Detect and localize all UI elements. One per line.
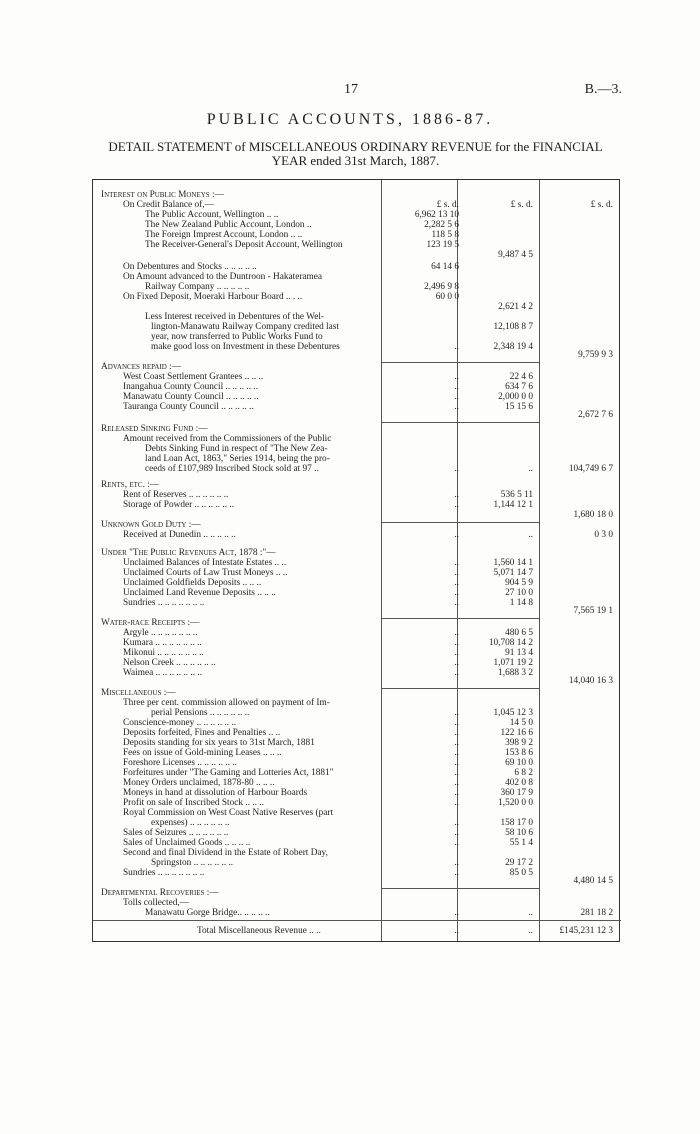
- amount-c1: 64 14 6: [431, 262, 459, 272]
- row-description: On Fixed Deposit, Moeraki Harbour Board .. . ..: [123, 292, 303, 302]
- amount-c1: ..: [454, 738, 459, 748]
- row-description: Mikonui .. .. .. .. .. .. ..: [123, 648, 204, 658]
- amount-c1: ..: [454, 818, 459, 828]
- amount-c2: 402 0 8: [505, 778, 533, 788]
- total-rule: [93, 920, 621, 921]
- amount-c2: 158 17 0: [500, 818, 533, 828]
- amount-c1: 123 19 5: [426, 240, 459, 250]
- row-description: Conscience-money .. .. .. .. .. ..: [123, 718, 237, 728]
- row-description: Fees on issue of Gold-mining Leases .. .. ..: [123, 748, 282, 758]
- amount-c2: 1,071 19 2: [493, 658, 533, 668]
- page-number: 17: [344, 82, 358, 97]
- amount-c2: 29 17 2: [505, 858, 533, 868]
- amount-c2: 2,621 4 2: [498, 302, 533, 312]
- row-description: Storage of Powder .. .. .. .. .. ..: [123, 500, 235, 510]
- amount-c1: ..: [454, 668, 459, 678]
- amount-c2: 5,071 14 7: [493, 568, 533, 578]
- amount-c2: 14 5 0: [509, 718, 533, 728]
- amount-c1: ..: [454, 768, 459, 778]
- amount-c1: ..: [454, 926, 459, 936]
- amount-c2: 1,045 12 3: [493, 708, 533, 718]
- table-row: [93, 788, 621, 798]
- row-description: Sales of Seizures .. .. .. .. .. ..: [123, 828, 229, 838]
- row-description: Debts Sinking Fund in respect of "The New Zea-: [145, 444, 328, 454]
- row-description: Unclaimed Courts of Law Trust Moneys .. ..: [123, 568, 288, 578]
- amount-c2: 634 7 6: [505, 382, 533, 392]
- row-description: On Debentures and Stocks .. .. .. .. ..: [123, 262, 257, 272]
- amount-c1: ..: [454, 490, 459, 500]
- section-rule: [381, 618, 539, 619]
- row-description: Sundries .. .. .. .. .. .. ..: [123, 598, 205, 608]
- table-row: [93, 648, 621, 658]
- table-row: [93, 688, 621, 698]
- row-description: Less Interest received in Debentures of the Wel-: [145, 312, 325, 322]
- row-description: Kumara .. .. .. .. .. .. ..: [123, 638, 202, 648]
- row-description: Received at Dunedin .. .. .. .. ..: [123, 530, 236, 540]
- row-description: On Amount advanced to the Duntroon - Hakateramea: [123, 272, 323, 282]
- table-row: [93, 838, 621, 848]
- amount-c1: ..: [454, 788, 459, 798]
- table-row: [93, 444, 621, 454]
- amount-c1: ..: [454, 908, 459, 918]
- amount-c2: ..: [528, 530, 533, 540]
- row-description: expenses) .. .. .. .. .. ..: [151, 818, 230, 828]
- section-heading: Departmental Recoveries :—: [101, 888, 219, 898]
- table-row: [93, 382, 621, 392]
- row-description: Deposits forfeited, Fines and Penalties .. ..: [123, 728, 281, 738]
- row-description: The Foreign Imprest Account, London .. ..: [145, 230, 303, 240]
- amount-c1: 2,282 5 6: [424, 220, 459, 230]
- amount-c1: ..: [454, 828, 459, 838]
- row-description: Money Orders unclaimed, 1878-80 .. .. ..: [123, 778, 275, 788]
- table-row: [93, 888, 621, 898]
- subtitle-line-2: YEAR ended 31st March, 1887.: [271, 153, 440, 168]
- amount-c2: 1,688 3 2: [498, 668, 533, 678]
- row-description: Rent of Reserves .. .. .. .. .. ..: [123, 490, 229, 500]
- table-row: [93, 210, 621, 220]
- amount-c1: ..: [454, 598, 459, 608]
- amount-c1: ..: [454, 758, 459, 768]
- amount-c1: ..: [454, 728, 459, 738]
- amount-c2: 12,108 8 7: [493, 322, 533, 332]
- amount-c1: ..: [454, 342, 459, 352]
- row-description: Waimea .. .. .. .. .. .. ..: [123, 668, 203, 678]
- table-row: [93, 638, 621, 648]
- table-row: [93, 698, 621, 708]
- amount-c1: ..: [454, 708, 459, 718]
- amount-c2: ..: [528, 926, 533, 936]
- section-rule: [381, 888, 539, 889]
- row-description: ceeds of £107,989 Inscribed Stock sold at 97 ..: [145, 464, 319, 474]
- amount-c2: 1,560 14 1: [493, 558, 533, 568]
- amount-c1: ..: [454, 838, 459, 848]
- table-row: [93, 558, 621, 568]
- amount-c1: ..: [454, 798, 459, 808]
- amount-c1: ..: [454, 372, 459, 382]
- section-heading: Under "The Public Revenues Act, 1878 :"—: [101, 548, 276, 558]
- table-row: [93, 332, 621, 342]
- row-description: Manawatu County Council .. .. .. .. ..: [123, 392, 259, 402]
- row-description: Unclaimed Goldfields Deposits .. .. ..: [123, 578, 262, 588]
- amount-c2: 91 13 4: [505, 648, 533, 658]
- row-description: Forfeitures under "The Gaming and Lotteries Act, 1881": [123, 768, 334, 778]
- amount-c2: 480 6 5: [505, 628, 533, 638]
- amount-c3: 9,759 9 3: [578, 350, 613, 360]
- row-description: perial Pensions .. .. .. .. .. ..: [151, 708, 250, 718]
- amount-c2: 1 14 8: [509, 598, 533, 608]
- document-reference: B.—3.: [584, 82, 622, 97]
- row-description: Tauranga County Council .. .. .. .. ..: [123, 402, 254, 412]
- table-row: [93, 876, 621, 886]
- table-row: [93, 220, 621, 230]
- amount-c2: 398 9 2: [505, 738, 533, 748]
- table-row: [93, 200, 621, 210]
- amount-c2: 904 5 9: [505, 578, 533, 588]
- amount-c1: ..: [454, 578, 459, 588]
- table-row: [93, 768, 621, 778]
- table-row: [93, 312, 621, 322]
- amount-c3: 104,749 6 7: [568, 464, 613, 474]
- row-description: lington-Manawatu Railway Company credited last: [151, 322, 339, 332]
- table-row: [93, 454, 621, 464]
- amount-c3: £145,231 12 3: [559, 926, 613, 936]
- amount-c1: ..: [454, 718, 459, 728]
- amount-c3: 0 3 0: [594, 530, 613, 540]
- amount-c2: 55 1 4: [509, 838, 533, 848]
- amount-c1: ..: [454, 402, 459, 412]
- row-description: year, now transferred to Public Works Fund to: [151, 332, 323, 342]
- table-row: [93, 350, 621, 360]
- table-row: [93, 606, 621, 616]
- page-title: PUBLIC ACCOUNTS, 1886-87.: [206, 111, 494, 128]
- row-description: West Coast Settlement Grantees .. .. ..: [123, 372, 264, 382]
- table-row: [93, 282, 621, 292]
- row-description: Inangahua County Council .. .. .. .. ..: [123, 382, 259, 392]
- row-description: Moneys in hand at dissolution of Harbour Boards: [123, 788, 308, 798]
- row-description: Amount received from the Commissioners of the Public: [123, 434, 332, 444]
- amount-c1: ..: [454, 628, 459, 638]
- row-description: On Credit Balance of,—: [123, 200, 214, 210]
- table-row: [93, 808, 621, 818]
- table-row: [93, 434, 621, 444]
- amount-c2: 10,708 14 2: [488, 638, 533, 648]
- table-row: [93, 190, 621, 200]
- revenue-table: [92, 179, 620, 942]
- row-description: Unclaimed Land Revenue Deposits .. .. ..: [123, 588, 276, 598]
- amount-c3: 281 18 2: [580, 908, 613, 918]
- amount-c1: ..: [454, 778, 459, 788]
- table-row: [93, 272, 621, 282]
- table-row: [93, 230, 621, 240]
- row-description: Foreshore Licenses .. .. .. .. .. ..: [123, 758, 237, 768]
- table-row: [93, 708, 621, 718]
- amount-c2: 85 0 5: [509, 868, 533, 878]
- table-row: [93, 520, 621, 530]
- amount-c1: ..: [454, 658, 459, 668]
- table-row: [93, 718, 621, 728]
- amount-c1: ..: [454, 748, 459, 758]
- statement-subtitle: [88, 140, 623, 168]
- table-row: [93, 250, 621, 260]
- amount-c2: 9,487 4 5: [498, 250, 533, 260]
- row-description: Nelson Creek .. .. .. .. .. ..: [123, 658, 216, 668]
- table-row: [93, 848, 621, 858]
- amount-c1: 6,962 13 10: [414, 210, 459, 220]
- table-row: [93, 262, 621, 272]
- row-description: Total Miscellaneous Revenue .. ..: [197, 926, 321, 936]
- amount-c2: 27 10 0: [505, 588, 533, 598]
- section-heading: Interest on Public Moneys :—: [101, 190, 224, 200]
- amount-c1: ..: [454, 638, 459, 648]
- row-description: Sundries .. .. .. .. .. .. ..: [123, 868, 205, 878]
- amount-c1: ..: [454, 858, 459, 868]
- amount-c2: 2,348 19 4: [493, 342, 533, 352]
- table-row: [93, 676, 621, 686]
- table-row: [93, 530, 621, 540]
- table-row: [93, 578, 621, 588]
- amount-c1: ..: [454, 530, 459, 540]
- amount-c2: 1,520 0 0: [498, 798, 533, 808]
- amount-c3: £ s. d.: [590, 200, 613, 210]
- row-description: Sales of Unclaimed Goods .. .. .. ..: [123, 838, 251, 848]
- amount-c2: £ s. d.: [510, 200, 533, 210]
- table-row: [93, 628, 621, 638]
- amount-c2: 2,000 0 0: [498, 392, 533, 402]
- table-row: [93, 480, 621, 490]
- table-row: [93, 738, 621, 748]
- amount-c2: 153 8 6: [505, 748, 533, 758]
- table-row: [93, 490, 621, 500]
- table-row: [93, 926, 621, 936]
- row-description: land Loan Act, 1863," Series 1914, being the pro-: [145, 454, 330, 464]
- amount-c1: 60 0 0: [435, 292, 459, 302]
- table-row: [93, 548, 621, 558]
- amount-c2: 360 17 9: [500, 788, 533, 798]
- amount-c3: 14,040 16 3: [568, 676, 613, 686]
- amount-c2: 15 15 6: [505, 402, 533, 412]
- amount-c1: £ s. d.: [436, 200, 459, 210]
- table-row: [93, 392, 621, 402]
- table-row: [93, 568, 621, 578]
- amount-c1: ..: [454, 558, 459, 568]
- table-row: [93, 858, 621, 868]
- row-description: Second and final Dividend in the Estate of Robert Day,: [123, 848, 328, 858]
- amount-c1: ..: [454, 392, 459, 402]
- row-description: Tolls collected,—: [123, 898, 189, 908]
- row-description: Railway Company .. .. .. .. ..: [145, 282, 250, 292]
- table-row: [93, 240, 621, 250]
- table-row: [93, 798, 621, 808]
- section-rule: [381, 362, 539, 363]
- row-description: Deposits standing for six years to 31st March, 1881: [123, 738, 315, 748]
- table-row: [93, 588, 621, 598]
- amount-c1: ..: [454, 382, 459, 392]
- table-row: [93, 778, 621, 788]
- amount-c2: 122 16 6: [500, 728, 533, 738]
- amount-c2: 69 10 0: [505, 758, 533, 768]
- amount-c3: 2,672 7 6: [578, 410, 613, 420]
- amount-c2: 1,144 12 1: [493, 500, 533, 510]
- table-row: [93, 728, 621, 738]
- table-row: [93, 510, 621, 520]
- section-heading: Rents, etc. :—: [101, 480, 160, 490]
- amount-c1: ..: [454, 588, 459, 598]
- amount-c1: ..: [454, 500, 459, 510]
- table-row: [93, 618, 621, 628]
- row-description: Manawatu Gorge Bridge.. .. .. .. ..: [145, 908, 270, 918]
- page-header: [0, 82, 700, 98]
- table-row: [93, 898, 621, 908]
- amount-c1: ..: [454, 464, 459, 474]
- table-row: [93, 322, 621, 332]
- amount-c1: ..: [454, 648, 459, 658]
- amount-c2: ..: [528, 908, 533, 918]
- amount-c2: 22 4 6: [509, 372, 533, 382]
- table-row: [93, 410, 621, 420]
- amount-c1: ..: [454, 868, 459, 878]
- amount-c3: 4,480 14 5: [573, 876, 613, 886]
- table-row: [93, 758, 621, 768]
- amount-c1: 118 5 8: [431, 230, 459, 240]
- table-row: [93, 748, 621, 758]
- amount-c2: 536 5 11: [500, 490, 533, 500]
- section-heading: Miscellaneous :—: [101, 688, 176, 698]
- table-row: [93, 292, 621, 302]
- table-row: [93, 464, 621, 474]
- section-rule: [381, 688, 539, 689]
- section-heading: Released Sinking Fund :—: [101, 424, 208, 434]
- amount-c1: 2,496 9 8: [424, 282, 459, 292]
- amount-c3: 7,565 19 1: [573, 606, 613, 616]
- table-row: [93, 658, 621, 668]
- row-description: Unclaimed Balances of Intestate Estates .. ..: [123, 558, 287, 568]
- table-row: [93, 818, 621, 828]
- row-description: Royal Commission on West Coast Native Reserves (part: [123, 808, 334, 818]
- table-row: [93, 424, 621, 434]
- section-heading: Unknown Gold Duty :—: [101, 520, 201, 530]
- row-description: make good loss on Investment in these Debentures: [151, 342, 340, 352]
- table-row: [93, 500, 621, 510]
- table-row: [93, 362, 621, 372]
- amount-c2: 58 10 6: [505, 828, 533, 838]
- row-description: Three per cent. commission allowed on payment of Im-: [123, 698, 330, 708]
- subtitle-line-1: DETAIL STATEMENT of MISCELLANEOUS ORDINARY REVENUE for the FINANCIAL: [108, 139, 603, 154]
- section-heading: Advances repaid :—: [101, 362, 182, 372]
- amount-c1: ..: [454, 568, 459, 578]
- amount-c3: 1,680 18 0: [573, 510, 613, 520]
- row-description: The New Zealand Public Account, London ..: [145, 220, 312, 230]
- section-rule: [381, 522, 539, 523]
- row-description: The Public Account, Wellington .. ..: [145, 210, 279, 220]
- table-row: [93, 828, 621, 838]
- section-heading: Water-race Receipts :—: [101, 618, 200, 628]
- table-row: [93, 372, 621, 382]
- row-description: Springston .. .. .. .. .. ..: [151, 858, 234, 868]
- amount-c2: 6 8 2: [514, 768, 533, 778]
- table-row: [93, 302, 621, 312]
- table-row: [93, 908, 621, 918]
- row-description: The Receiver-General's Deposit Account, Wellington: [145, 240, 343, 250]
- section-rule: [381, 422, 539, 423]
- row-description: Profit on sale of Inscribed Stock .. .. ..: [123, 798, 264, 808]
- row-description: Argyle .. .. .. .. .. .. ..: [123, 628, 198, 638]
- amount-c2: ..: [528, 464, 533, 474]
